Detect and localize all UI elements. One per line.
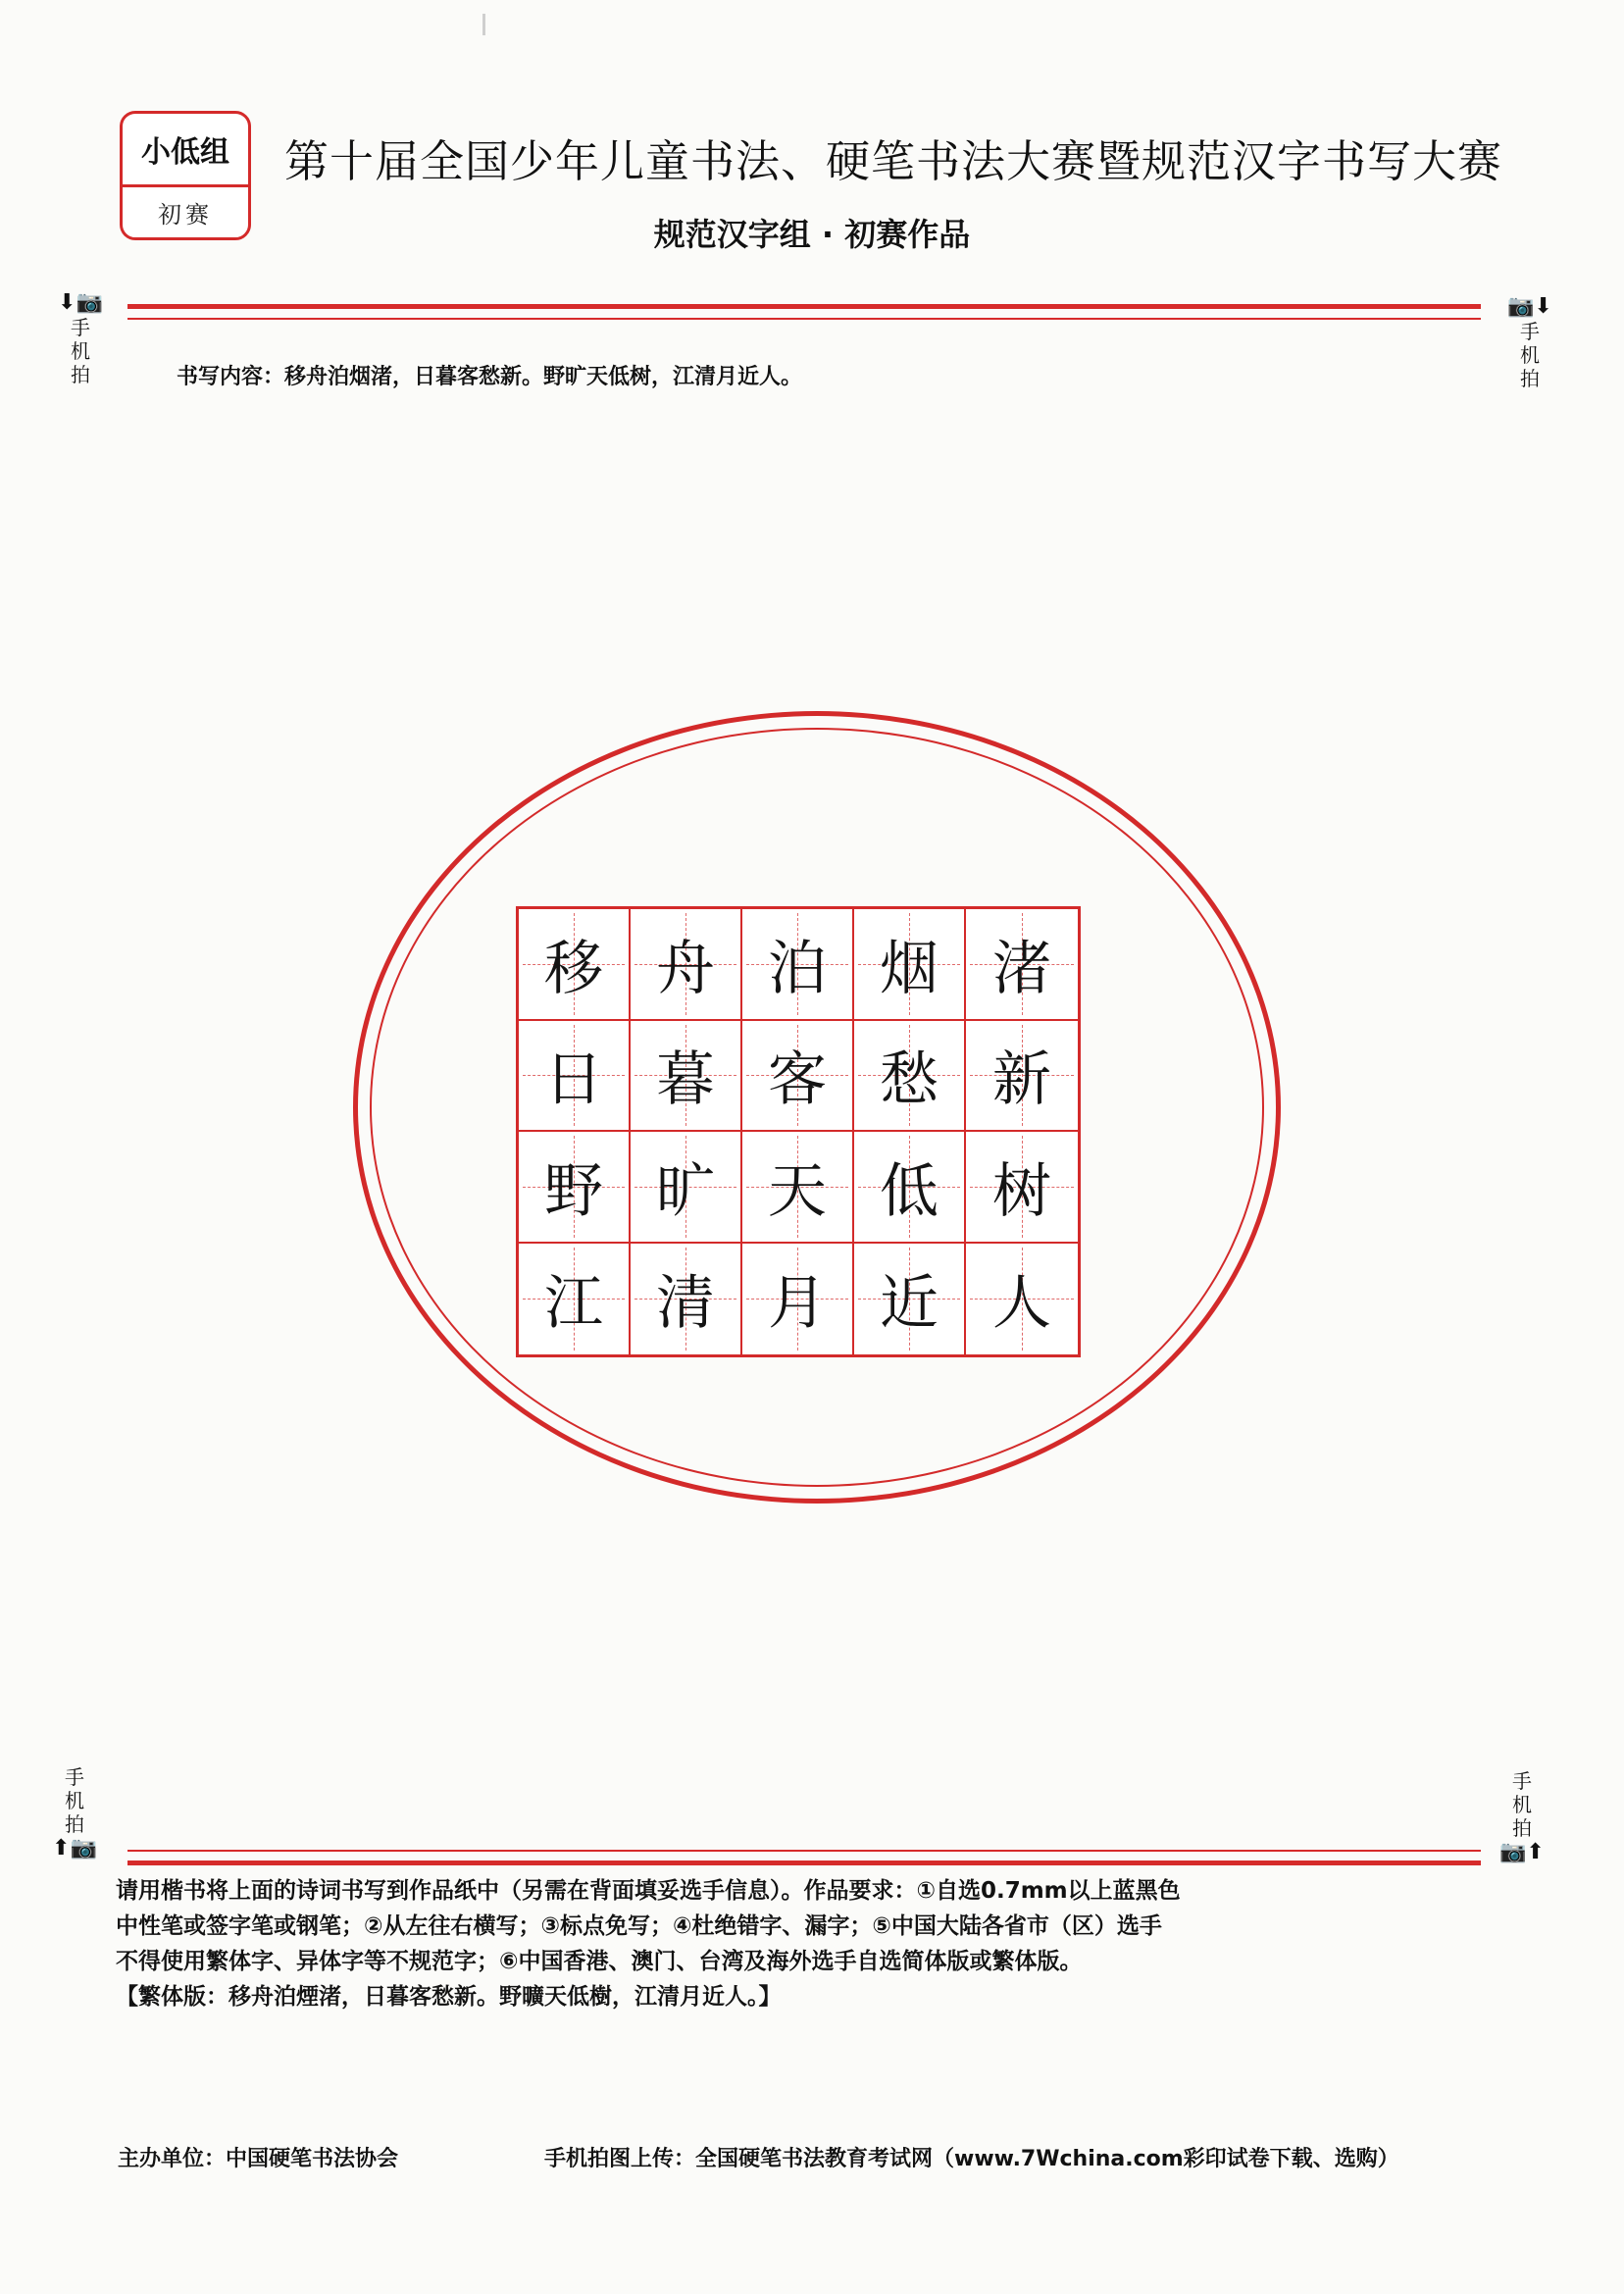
- side-mark-bottom-right: [1493, 1769, 1551, 1865]
- grid-cell: [631, 1132, 742, 1244]
- camera-icon: 📷: [1499, 1840, 1527, 1864]
- grid-cell: [854, 1244, 966, 1355]
- bottom-rule-thin: [127, 1850, 1481, 1852]
- handwritten-char: 天: [768, 1156, 827, 1226]
- writing-grid: [516, 906, 1081, 1357]
- handwritten-char: 暮: [656, 1045, 715, 1115]
- handwritten-char: 清: [656, 1269, 715, 1339]
- side-label-char: 手: [1520, 320, 1540, 343]
- handwritten-char: 野: [544, 1156, 603, 1226]
- grid-cell: [854, 909, 966, 1021]
- side-label-char: 手: [1512, 1769, 1532, 1793]
- page-title: 第十届全国少年儿童书法、硬笔书法大赛暨规范汉字书写大赛: [284, 135, 1503, 187]
- grid-cell: [519, 1132, 631, 1244]
- grid-cell: [854, 1021, 966, 1133]
- arrow-down-icon: ⬇: [58, 290, 76, 315]
- grid-cell: [742, 1244, 854, 1355]
- top-rule-thin: [127, 318, 1481, 320]
- camera-icon: 📷: [70, 1836, 97, 1861]
- side-label-char: 机: [1520, 343, 1540, 367]
- side-label-char: 拍: [71, 363, 90, 386]
- side-label-char: 手: [71, 316, 90, 339]
- handwritten-char: 树: [992, 1156, 1051, 1226]
- instructions: [116, 1873, 1489, 2014]
- handwritten-char: 旷: [656, 1156, 715, 1226]
- grid-cell: [966, 1132, 1078, 1244]
- side-mark-top-left: [51, 290, 110, 386]
- side-label-char: 机: [71, 339, 90, 363]
- handwritten-char: 客: [768, 1045, 827, 1115]
- organizer: 主办单位：中国硬笔书法协会: [118, 2147, 399, 2171]
- grid-cell: [854, 1132, 966, 1244]
- handwritten-char: 人: [992, 1269, 1051, 1339]
- grid-cell: [519, 1244, 631, 1355]
- handwritten-char: 渚: [992, 934, 1051, 1003]
- side-label-char: 拍: [65, 1812, 84, 1836]
- grid-cell: [631, 909, 742, 1021]
- grid-cell: [631, 1244, 742, 1355]
- upload-info: 手机拍图上传：全国硬笔书法教育考试网（www.7Wchina.com彩印试卷下载、选购）: [544, 2147, 1399, 2171]
- side-label-char: 机: [65, 1789, 84, 1812]
- handwritten-char: 新: [992, 1045, 1051, 1115]
- handwritten-char: 泊: [768, 934, 827, 1003]
- writing-content: 书写内容：移舟泊烟渚，日暮客愁新。野旷天低树，江清月近人。: [177, 365, 803, 389]
- badge-stage-label: 初赛: [158, 200, 213, 229]
- grid-cell: [966, 1021, 1078, 1133]
- top-rule-thick: [127, 304, 1481, 309]
- handwritten-char: 低: [880, 1156, 939, 1226]
- side-mark-top-right: [1500, 294, 1559, 390]
- badge-group-label: 小低组: [123, 114, 248, 187]
- instruction-line: 不得使用繁体字、异体字等不规范字；⑥中国香港、澳门、台湾及海外选手自选简体版或繁体版。: [116, 1949, 1083, 1974]
- side-label-char: 拍: [1520, 367, 1540, 390]
- instruction-line: 中性笔或签字笔或钢笔；②从左往右横写；③标点免写；④杜绝错字、漏字；⑤中国大陆各省市（区）选手: [116, 1913, 1162, 1939]
- handwritten-char: 近: [880, 1269, 939, 1339]
- scan-mark: [482, 14, 485, 35]
- camera-icon: 📷: [1507, 294, 1535, 319]
- handwritten-char: 移: [544, 934, 603, 1003]
- arrow-down-icon: ⬇: [1534, 294, 1552, 319]
- grid-cell: [742, 1132, 854, 1244]
- instruction-line: 请用楷书将上面的诗词书写到作品纸中（另需在背面填妥选手信息）。作品要求：①自选0.7mm以上蓝黑色: [116, 1878, 1181, 1904]
- bottom-rule-thick: [127, 1861, 1481, 1865]
- grid-cell: [519, 909, 631, 1021]
- grid-cell: [966, 909, 1078, 1021]
- handwritten-char: 烟: [880, 934, 939, 1003]
- handwritten-char: 愁: [880, 1045, 939, 1115]
- handwritten-char: 舟: [656, 934, 715, 1003]
- grid-cell: [519, 1021, 631, 1133]
- instruction-line: 【繁体版：移舟泊煙渚，日暮客愁新。野曠天低樹，江清月近人。】: [116, 1984, 782, 2010]
- handwritten-char: 江: [544, 1269, 603, 1339]
- handwritten-char: 月: [768, 1269, 827, 1339]
- camera-icon: 📷: [76, 290, 103, 315]
- side-label-char: 手: [65, 1765, 84, 1789]
- arrow-up-icon: ⬆: [1526, 1840, 1545, 1864]
- grid-cell: [631, 1021, 742, 1133]
- side-label-char: 机: [1512, 1793, 1532, 1816]
- grid-cell: [742, 909, 854, 1021]
- side-mark-bottom-left: [45, 1765, 104, 1861]
- arrow-up-icon: ⬆: [52, 1836, 71, 1861]
- page-subtitle: 规范汉字组 · 初赛作品: [653, 216, 971, 253]
- side-label-char: 拍: [1512, 1816, 1532, 1840]
- handwritten-char: 日: [544, 1045, 603, 1115]
- grid-cell: [742, 1021, 854, 1133]
- grid-cell: [966, 1244, 1078, 1355]
